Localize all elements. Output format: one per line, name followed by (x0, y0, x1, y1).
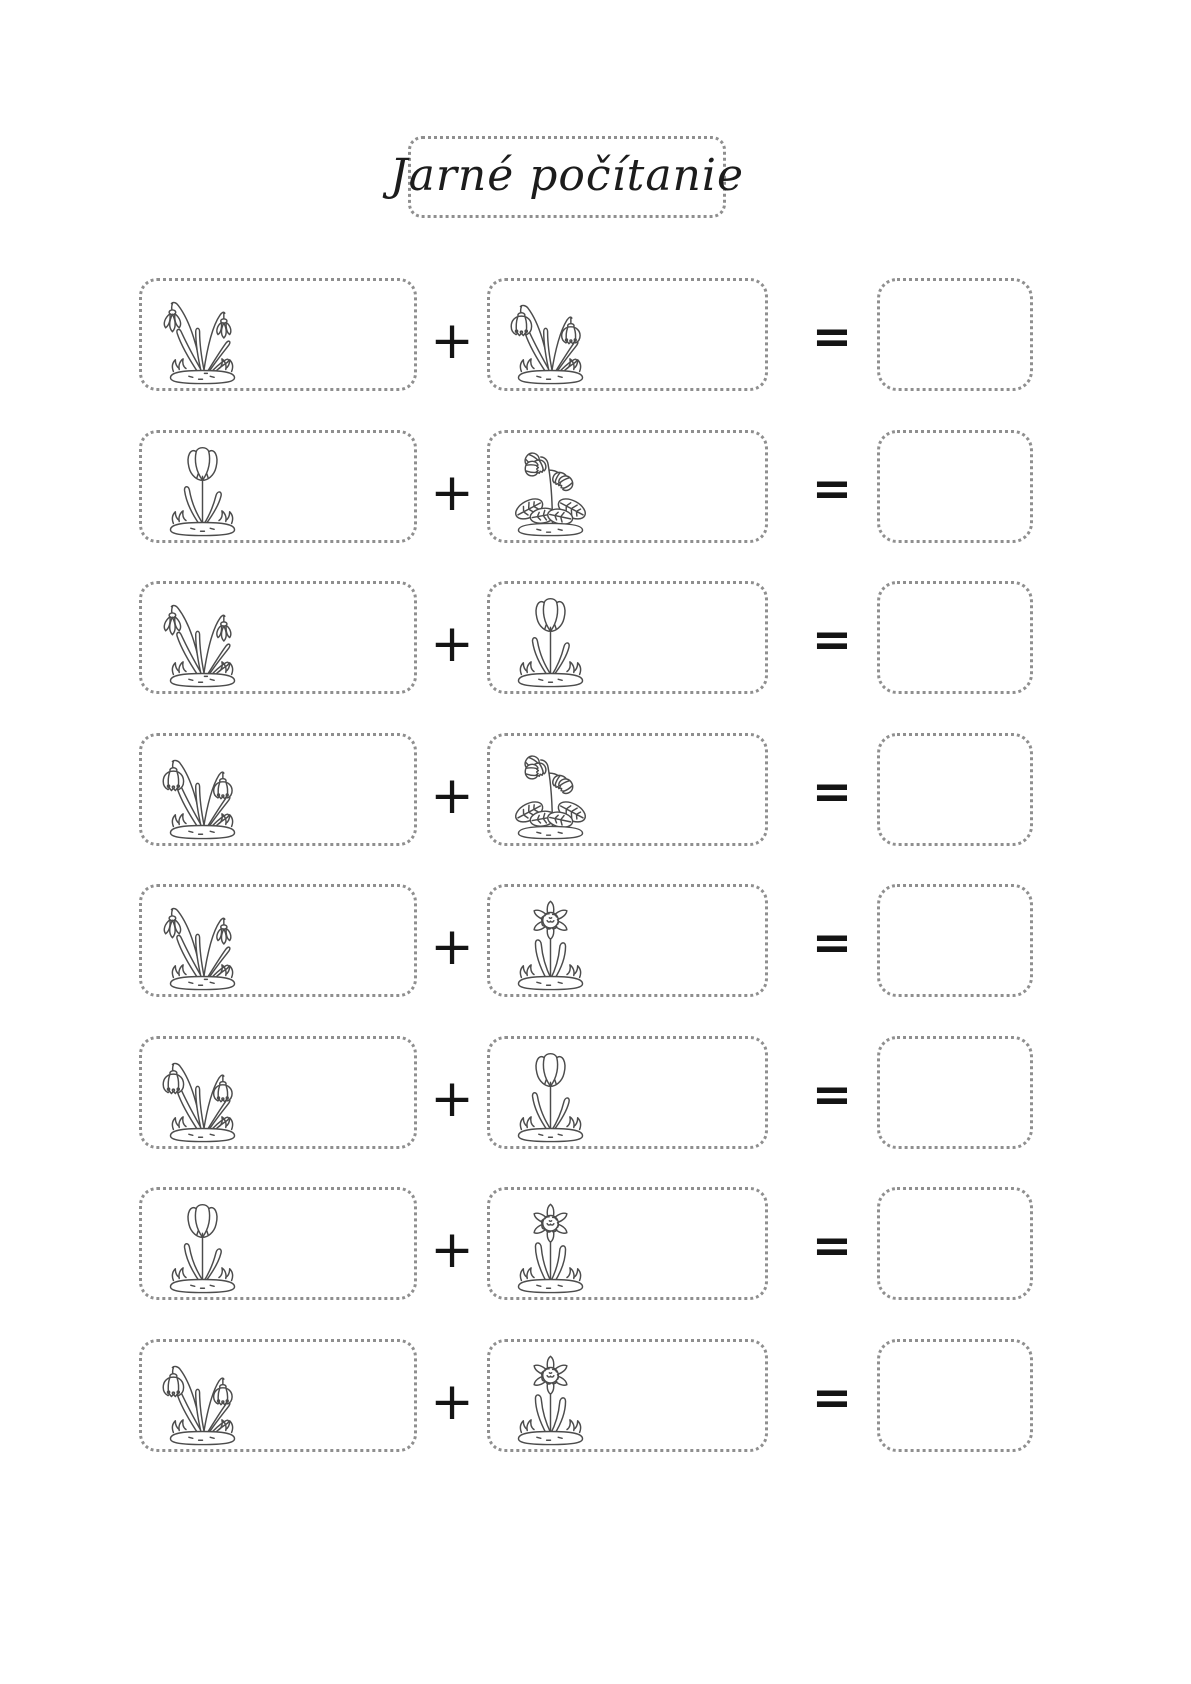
equals-sign: = (811, 460, 853, 517)
answer-box[interactable] (877, 581, 1033, 694)
equation-row-8 (0, 1339, 1191, 1452)
addend-2-box[interactable] (487, 278, 768, 391)
addend-2-flower-image (502, 895, 599, 992)
equals-sign: = (811, 1066, 853, 1123)
plus-sign: + (430, 310, 474, 371)
answer-box[interactable] (877, 278, 1033, 391)
addend-1-flower-image (154, 441, 251, 538)
answer-box[interactable] (877, 884, 1033, 997)
equation-row-3 (0, 581, 1191, 694)
addend-2-box[interactable] (487, 1187, 768, 1300)
addend-1-flower-image (154, 895, 251, 992)
equation-row-2 (0, 430, 1191, 543)
addend-1-box[interactable] (139, 884, 417, 997)
plus-sign: + (430, 765, 474, 826)
plus-sign: + (430, 1068, 474, 1129)
addend-1-box[interactable] (139, 430, 417, 543)
addend-2-flower-image (502, 592, 599, 689)
addend-2-box[interactable] (487, 581, 768, 694)
equation-row-1 (0, 278, 1191, 391)
worksheet-title: Jarné počítanie (390, 149, 745, 201)
equation-row-5 (0, 884, 1191, 997)
addend-2-flower-image (502, 744, 599, 841)
addend-1-flower-image (154, 1047, 251, 1144)
plus-sign: + (430, 613, 474, 674)
addend-2-flower-image (502, 1047, 599, 1144)
answer-box[interactable] (877, 1339, 1033, 1452)
addend-1-flower-image (154, 592, 251, 689)
equals-sign: = (811, 914, 853, 971)
addend-1-box[interactable] (139, 278, 417, 391)
addend-2-flower-image (502, 1350, 599, 1447)
addend-1-box[interactable] (139, 1187, 417, 1300)
equation-row-7 (0, 1187, 1191, 1300)
equals-sign: = (811, 308, 853, 365)
addend-1-flower-image (154, 1350, 251, 1447)
plus-sign: + (430, 1371, 474, 1432)
equation-row-4 (0, 733, 1191, 846)
addend-1-flower-image (154, 289, 251, 386)
equals-sign: = (811, 1369, 853, 1426)
equals-sign: = (811, 763, 853, 820)
equation-row-6 (0, 1036, 1191, 1149)
plus-sign: + (430, 916, 474, 977)
addend-1-box[interactable] (139, 1036, 417, 1149)
addend-1-box[interactable] (139, 733, 417, 846)
addend-1-flower-image (154, 744, 251, 841)
addend-2-box[interactable] (487, 884, 768, 997)
addend-2-flower-image (502, 289, 599, 386)
equals-sign: = (811, 611, 853, 668)
addend-2-flower-image (502, 1198, 599, 1295)
plus-sign: + (430, 462, 474, 523)
answer-box[interactable] (877, 430, 1033, 543)
equals-sign: = (811, 1217, 853, 1274)
addend-2-flower-image (502, 441, 599, 538)
title-box (390, 136, 745, 218)
addend-1-box[interactable] (139, 1339, 417, 1452)
addend-2-box[interactable] (487, 733, 768, 846)
answer-box[interactable] (877, 733, 1033, 846)
plus-sign: + (430, 1219, 474, 1280)
addend-1-flower-image (154, 1198, 251, 1295)
answer-box[interactable] (877, 1036, 1033, 1149)
addend-2-box[interactable] (487, 1036, 768, 1149)
answer-box[interactable] (877, 1187, 1033, 1300)
addend-1-box[interactable] (139, 581, 417, 694)
addend-2-box[interactable] (487, 430, 768, 543)
addend-2-box[interactable] (487, 1339, 768, 1452)
